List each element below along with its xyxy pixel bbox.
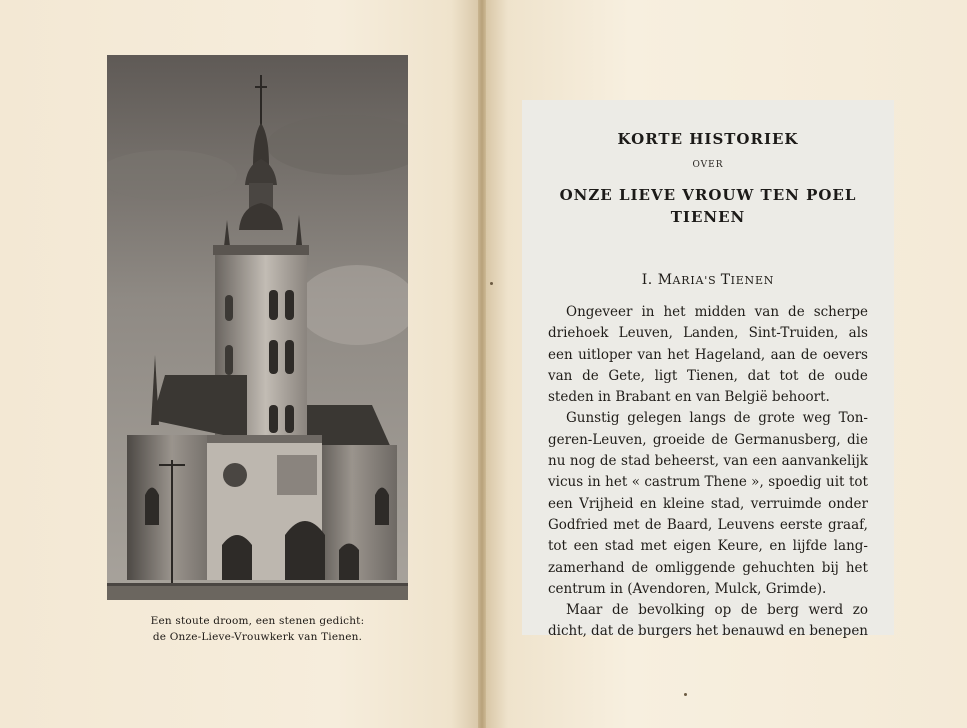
word: Brabant (615, 389, 671, 406)
word: driehoek (548, 325, 609, 342)
text-line (548, 387, 868, 408)
word: benepen (809, 623, 868, 640)
page-title: KORTE HISTORIEK (617, 130, 799, 148)
word: grote (758, 410, 795, 427)
section-number: I. (641, 272, 658, 288)
word: van (754, 304, 780, 320)
word: aanvankelijk (781, 453, 868, 470)
word: Mulck, (714, 580, 762, 597)
word: stad (604, 538, 634, 555)
text-line (548, 558, 868, 579)
word: van (695, 389, 721, 406)
word: die (847, 431, 868, 448)
text-panel (522, 100, 894, 640)
word: het (695, 623, 719, 640)
word: van (723, 453, 748, 470)
word: berg (767, 602, 799, 619)
word: dat (747, 367, 770, 384)
word: scherpe (813, 304, 868, 320)
word: Landen, (683, 325, 739, 342)
word: en (639, 495, 657, 512)
word: Keure, (717, 538, 763, 555)
word: lijfde (792, 538, 828, 555)
title-connector: OVER (692, 160, 724, 170)
word: Gete, (608, 367, 645, 384)
word: en (788, 623, 806, 640)
word: België (724, 389, 768, 406)
word: onder (828, 495, 868, 512)
word: langs (689, 410, 726, 427)
word: de (612, 602, 629, 619)
text-line (548, 515, 868, 536)
word: van (548, 367, 573, 384)
word: in (587, 474, 601, 491)
word: aan (770, 346, 796, 363)
word: Hageland, (694, 346, 766, 363)
book-gutter (478, 0, 486, 728)
word: Ongeveer (566, 304, 633, 320)
word: Leuven, (618, 325, 673, 342)
word: Vrijheid (579, 495, 634, 512)
text-line (548, 579, 868, 600)
body-paragraph (548, 302, 868, 643)
word: eigen (673, 538, 712, 555)
word: de (788, 304, 805, 320)
word: en (674, 389, 692, 406)
text-line (548, 302, 868, 323)
section-head2-initial: T (720, 272, 731, 288)
word: met (613, 516, 640, 533)
word: het (845, 559, 868, 576)
word: Leuvens (717, 516, 775, 533)
section-head2-rest: IENEN (730, 274, 775, 287)
text-line (548, 536, 868, 557)
word: kleine (663, 495, 705, 512)
word: in (641, 304, 655, 320)
word: Maar (566, 602, 603, 619)
word: centrum (548, 580, 606, 597)
word: in (609, 580, 623, 597)
word: werd (808, 602, 844, 619)
word: Germanusberg, (734, 431, 841, 448)
section-head-rest: ARIA'S (672, 274, 721, 287)
word: bij (821, 559, 839, 576)
word: eerste (779, 516, 823, 533)
word: gelegen (627, 410, 682, 427)
text-line (548, 366, 868, 387)
word: benauwd (722, 623, 785, 640)
word: het (667, 346, 690, 363)
word: een (548, 346, 573, 363)
word: stad (621, 453, 651, 470)
word: tot (548, 538, 567, 555)
word: de (631, 559, 649, 576)
word: de (582, 367, 599, 384)
word: uit (826, 474, 845, 491)
word: spoedig (768, 474, 822, 491)
word: steden (548, 389, 594, 406)
word: weg (802, 410, 831, 427)
word: lang- (833, 538, 868, 555)
word: een (752, 453, 778, 470)
word: dat (591, 623, 614, 640)
word: Ton- (838, 410, 868, 427)
paper-speck (490, 282, 493, 285)
word: bevolking (638, 602, 705, 619)
section-heading (522, 272, 894, 288)
word: stad, (710, 495, 745, 512)
word: van (637, 346, 662, 363)
word: zo (852, 602, 868, 619)
word: graaf, (827, 516, 868, 533)
word: dicht, (548, 623, 587, 640)
word: nu (548, 453, 566, 470)
text-line (548, 323, 868, 344)
word: behoort. (772, 389, 830, 406)
text-line (548, 621, 868, 642)
photo-caption (107, 613, 408, 645)
word: (Avendoren, (627, 580, 711, 597)
word: de (733, 410, 751, 427)
text-line (548, 451, 868, 472)
word: vicus (548, 474, 584, 491)
word: uitloper (578, 346, 633, 363)
word: geren-Leuven, (548, 431, 647, 448)
word: met (640, 538, 667, 555)
word: verruimde (750, 495, 822, 512)
word: tot (779, 367, 799, 384)
church-illustration (107, 55, 408, 600)
word: zamerhand (548, 559, 625, 576)
word: de (617, 623, 634, 640)
paper-speck (684, 693, 687, 696)
text-line (548, 408, 868, 429)
word: beheerst, (654, 453, 720, 470)
text-line (548, 494, 868, 515)
word: de (740, 602, 758, 619)
word: « castrum Thene », (631, 474, 764, 491)
text-line (548, 345, 868, 366)
word: oevers (822, 346, 868, 363)
caption-line-2: de Onze-Lieve-Vrouwkerk van Tienen. (152, 631, 363, 643)
word: midden (694, 304, 746, 320)
word: nog (569, 453, 596, 470)
caption-line-1: Een stoute droom, een stenen gedicht: (150, 615, 365, 627)
word: als (848, 325, 868, 342)
section-head-initial: M (657, 272, 673, 288)
subtitle-line-1: ONZE LIEVE VROUW TEN POEL (559, 186, 857, 204)
word: Tienen, (686, 367, 738, 384)
word: de (644, 516, 662, 533)
word: Godfried (548, 516, 608, 533)
text-line (548, 430, 868, 451)
word: de (599, 453, 617, 470)
church-tower-photo (107, 55, 408, 600)
word: ligt (654, 367, 678, 384)
word: groeide (652, 431, 706, 448)
word: tot (848, 474, 868, 491)
text-line (548, 600, 868, 621)
page-subtitle (522, 184, 894, 228)
word: gehuchten (742, 559, 815, 576)
word: het (663, 304, 686, 320)
subtitle-line-2: TIENEN (670, 208, 746, 226)
text-line (548, 472, 868, 493)
word: de (808, 367, 825, 384)
word: een (548, 495, 573, 512)
word: de (711, 431, 728, 448)
word: burgers (638, 623, 692, 640)
word: het (605, 474, 628, 491)
word: omliggende (655, 559, 736, 576)
word: Grimde). (765, 580, 827, 597)
word: op (714, 602, 732, 619)
word: Sint-Truiden, (748, 325, 839, 342)
word: Gunstig (566, 410, 620, 427)
word: een (573, 538, 599, 555)
word: en (769, 538, 787, 555)
word: Baard, (666, 516, 713, 533)
word: in (597, 389, 611, 406)
word: de (800, 346, 818, 363)
word: oude (834, 367, 868, 384)
